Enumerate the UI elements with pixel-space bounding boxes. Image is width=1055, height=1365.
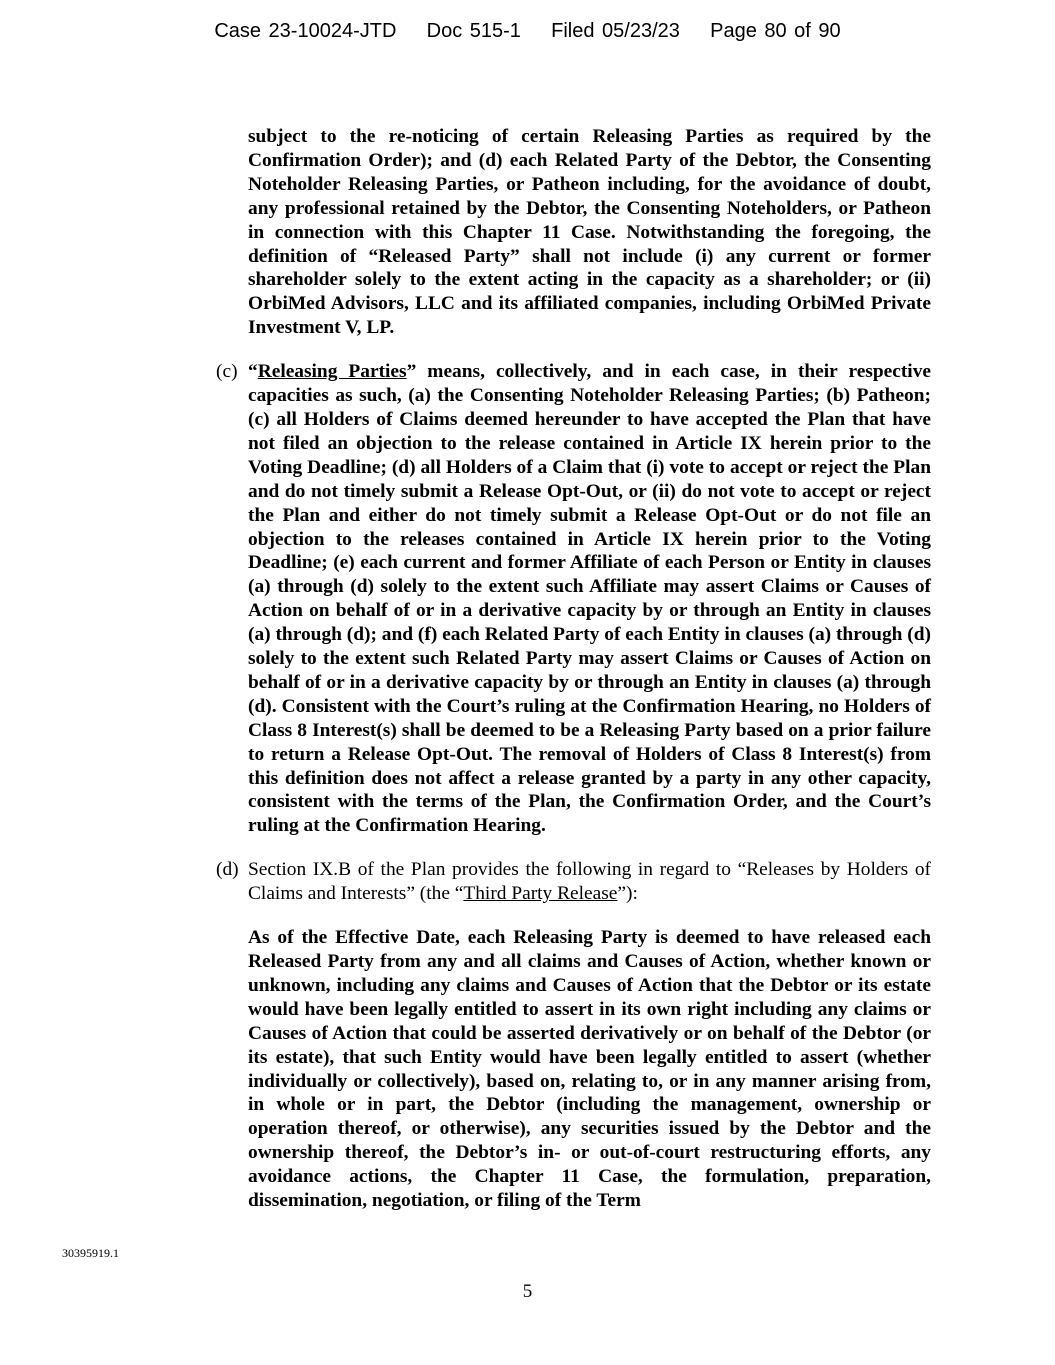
releasing-parties-text: means, collectively, and in each case, in their respective capacities as such, (a) the Consenting Noteholder Releasing Parties; (b) Patheon; (c) all Holders of Claims deemed hereunder to have accepted the Plan that have not filed an objection to the release contained in Article IX herein prior to the Voting Deadline; (d) all Holders of a Claim that (i) vote to accept or reject the Plan and do not timely submit a Release Opt-Out, or (ii) do not vote to accept or reject the Plan and either do not timely submit a Release Opt-Out or do not file an objection to the releases contained in Article IX herein prior to the Voting Deadline; (e) each current and former Affiliate of each Person or Entity in clauses (a) through (d) solely to the extent such Affiliate may assert Claims or Causes of Action on behalf of or in a derivative capacity by or through an Entity in clauses (a) through (d); and (f) each Related Party of each Entity in clauses (a) through (d) solely to the extent such Related Party may assert Claims or Causes of Action on behalf of or in a derivative capacity by or through an Entity in clauses (a) through (d). Consistent with the Court’s ruling at the Confirmation Hearing, no Holders of Class 8 Interest(s) shall be deemed to be a Releasing Party based on a prior failure to return a Release Opt-Out. The removal of Holders of Class 8 Interest(s) from this definition does not affect a release granted by a party in any other capacity, consistent with the terms of the Plan, the Confirmation Order, and the Court’s ruling at the Confirmation Hearing. (248, 361, 932, 837)
releasing-parties-definition (216, 360, 931, 838)
continuation-paragraph: subject to the re-noticing of certain Releasing Parties as required by the Confirmation Order); and (d) each Related Party of the Debtor, the Consenting Noteholder Releasing Parties, or Patheon including, for the avoidance of doubt, any professional retained by the Debtor, the Consenting Noteholders, or Patheon in connection with this Chapter 11 Case. Notwithstanding the foregoing, the definition of “Released Party” shall not include (i) any current or former shareholder solely to the extent acting in the capacity as a shareholder; or (ii) OrbiMed Advisors, LLC and its affiliated companies, including OrbiMed Private Investment V, LP. (248, 126, 931, 339)
defined-term-releasing-parties: Releasing Parties (257, 361, 407, 383)
document-body (216, 125, 931, 1233)
open-quote: “ (248, 361, 258, 383)
page-number: 5 (522, 1281, 533, 1302)
case-header: Case 23-10024-JTD Doc 515-1 Filed 05/23/23 Page 80 of 90 (214, 20, 841, 42)
section-ix-b-intro (216, 858, 931, 906)
release-quote-paragraph: As of the Effective Date, each Releasing Party is deemed to have released each Released Party from any and all claims and Causes of Action, whether known or unknown, including any claims and Causes of Action that the Debtor or its estate would have been legally entitled to assert in its own right including any claims or Causes of Action that could be asserted derivatively or on behalf of the Debtor (or its estate), that such Entity would have been legally entitled to assert (whether individually or collectively), based on, relating to, or in any manner arising from, in whole or in part, the Debtor (including the management, ownership or operation thereof, or otherwise), any securities issued by the Debtor and the ownership thereof, the Debtor’s in- or out-of-court restructuring efforts, any avoidance actions, the Chapter 11 Case, the formulation, preparation, dissemination, negotiation, or filing of the Term (248, 927, 931, 1212)
defined-term-third-party-release: Third Party Release (463, 883, 618, 905)
item-label-c: (c) (216, 361, 238, 383)
document-id: 30395919.1 (62, 1246, 119, 1260)
item-label-d: (d) (216, 859, 239, 881)
section-intro-closing: ”): (617, 883, 638, 905)
section-intro-text: Section IX.B of the Plan provides the following in regard to “Releases by Holders of Claims and Interests” (the “ (248, 859, 931, 905)
close-quote: ” (406, 361, 417, 383)
